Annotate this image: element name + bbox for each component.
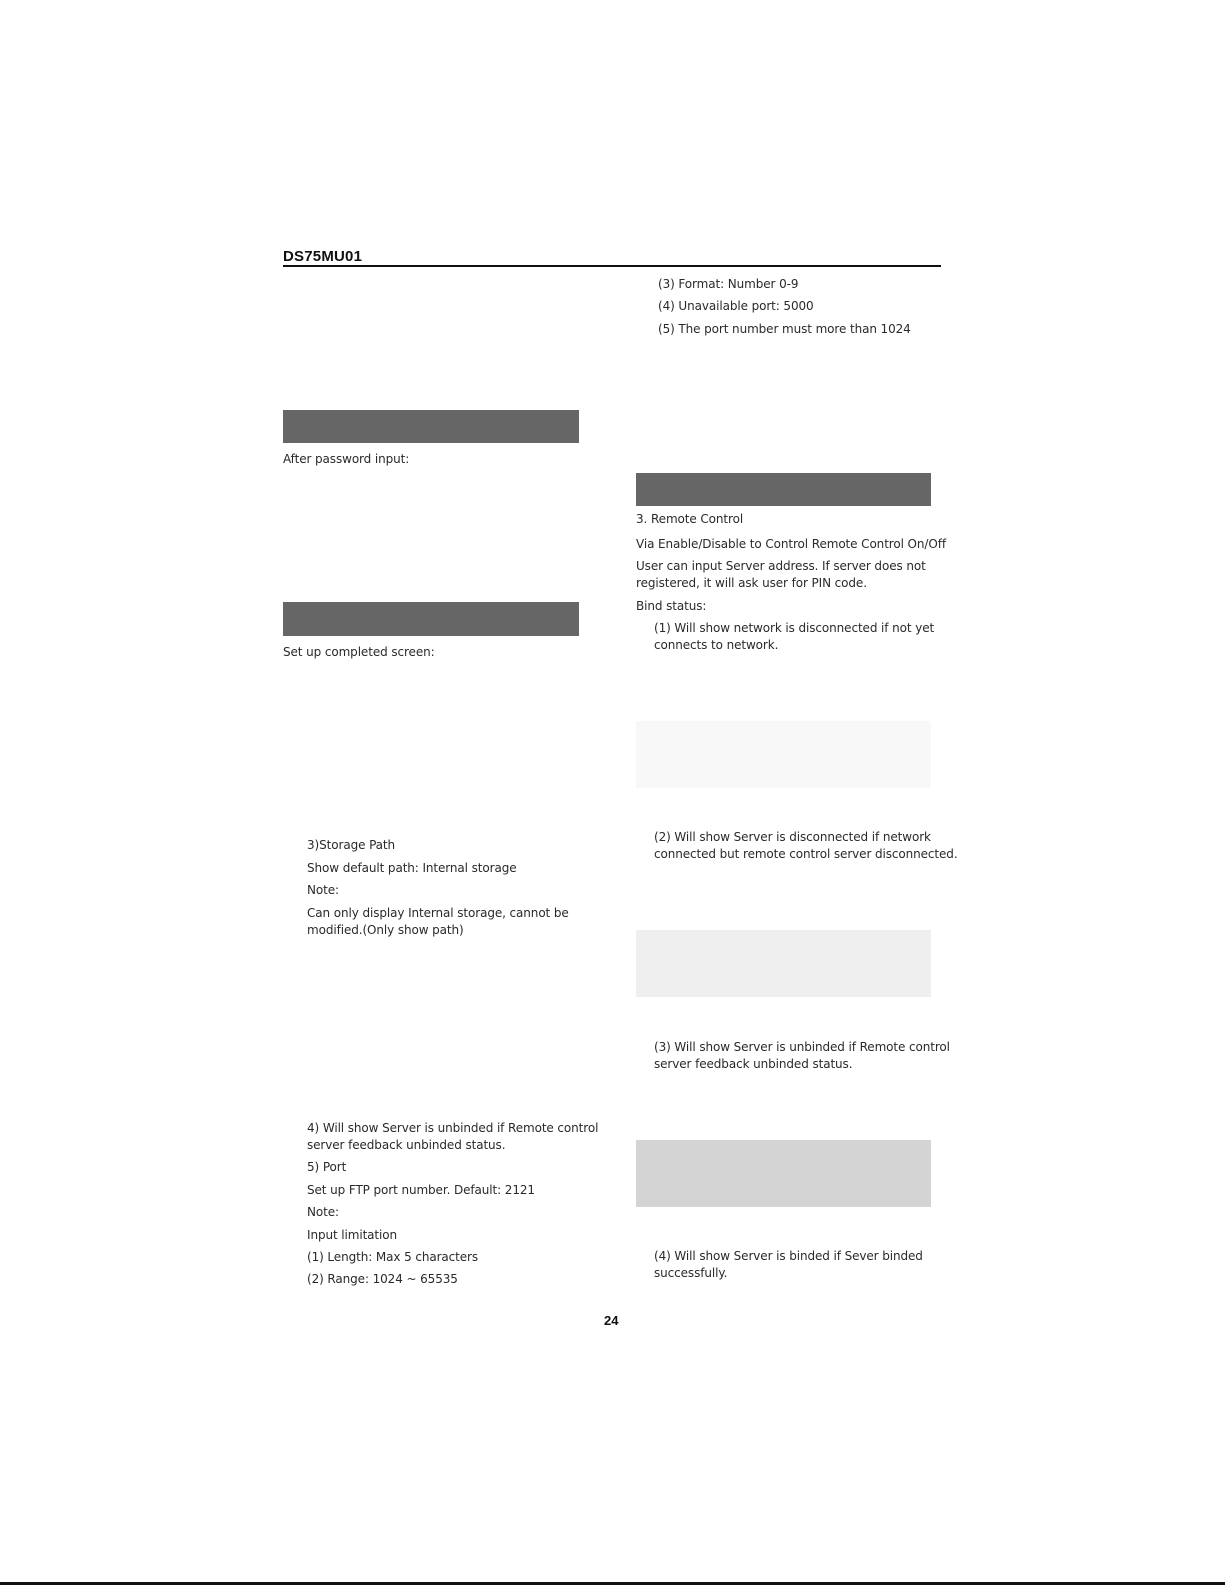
user-input-line1: User can input Server address. If server does not	[636, 559, 926, 573]
after-password-caption: After password input:	[283, 452, 410, 466]
port-rule-minimum: (5) The port number must more than 1024	[658, 322, 911, 336]
document-model: DS75MU01	[283, 248, 363, 265]
header-rule	[283, 265, 941, 267]
setup-completed-caption: Set up completed screen:	[283, 645, 435, 659]
storage-path-default: Show default path: Internal storage	[307, 861, 517, 875]
remote-enable-text: Via Enable/Disable to Control Remote Control On/Off	[636, 537, 946, 551]
screenshot-network-disconnected	[636, 721, 931, 788]
status3-line1: (3) Will show Server is unbinded if Remote control	[654, 1040, 950, 1054]
status4-line1: (4) Will show Server is binded if Sever binded	[654, 1249, 923, 1263]
item4-line1: 4) Will show Server is unbinded if Remote control	[307, 1121, 599, 1135]
page-number: 24	[604, 1313, 619, 1328]
status1-line2: connects to network.	[654, 638, 779, 652]
port-range: (2) Range: 1024 ~ 65535	[307, 1272, 458, 1286]
screenshot-bar-setup	[283, 602, 579, 636]
port-title: 5) Port	[307, 1160, 347, 1174]
storage-path-title: 3)Storage Path	[307, 838, 396, 852]
status4-line2: successfully.	[654, 1266, 728, 1280]
status2-line2: connected but remote control server disconnected.	[654, 847, 958, 861]
status3-line2: server feedback unbinded status.	[654, 1057, 853, 1071]
storage-path-note-label: Note:	[307, 883, 339, 897]
port-rule-unavailable: (4) Unavailable port: 5000	[658, 299, 814, 313]
storage-path-note-line2: modified.(Only show path)	[307, 923, 464, 937]
port-note-label: Note:	[307, 1205, 339, 1219]
storage-path-note-line1: Can only display Internal storage, cannot be	[307, 906, 569, 920]
status1-line1: (1) Will show network is disconnected if not yet	[654, 621, 935, 635]
port-rule-format: (3) Format: Number 0-9	[658, 277, 799, 291]
port-length: (1) Length: Max 5 characters	[307, 1250, 479, 1264]
port-default: Set up FTP port number. Default: 2121	[307, 1183, 535, 1197]
screenshot-server-disconnected	[636, 930, 931, 997]
item4-line2: server feedback unbinded status.	[307, 1138, 506, 1152]
screenshot-server-unbinded	[636, 1140, 931, 1207]
user-input-line2: registered, it will ask user for PIN code.	[636, 576, 867, 590]
port-input-limitation: Input limitation	[307, 1228, 398, 1242]
screenshot-bar-remote	[636, 473, 931, 506]
status2-line1: (2) Will show Server is disconnected if network	[654, 830, 931, 844]
screenshot-bar-password	[283, 410, 579, 443]
remote-control-title: 3. Remote Control	[636, 512, 744, 526]
bind-status-label: Bind status:	[636, 599, 707, 613]
